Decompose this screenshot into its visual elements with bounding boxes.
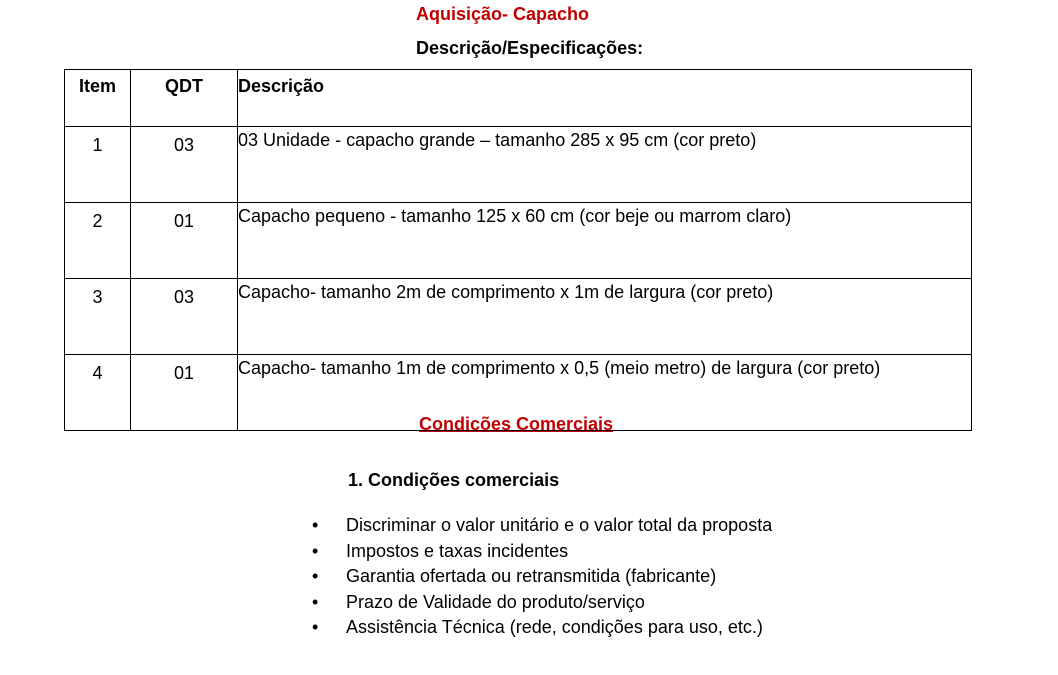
commercial-conditions-title: Condicões Comerciais [419,414,614,434]
table-row [65,127,972,203]
cell-descricao: Capacho- tamanho 2m de comprimento x 1m de largura (cor preto) [238,279,972,355]
numbered-heading: 1. Condições comerciais [348,470,560,490]
list-item-text: Impostos e taxas incidentes [346,540,569,561]
cell-descricao: Capacho pequeno - tamanho 125 x 60 cm (cor beje ou marrom claro) [238,203,972,279]
list-item [312,592,772,618]
cell-item: 3 [65,279,131,355]
cell-qdt: 01 [131,355,238,431]
bullet-icon: • [312,540,319,561]
list-item [312,541,772,567]
column-header-item: Item [65,70,131,127]
cell-qdt: 03 [131,127,238,203]
list-item-text: Garantia ofertada ou retransmitida (fabricante) [346,566,717,587]
conditions-list [312,515,772,643]
list-item-text: Assistência Técnica (rede, condições para uso, etc.) [346,617,763,638]
cell-item: 4 [65,355,131,431]
cell-descricao: Capacho- tamanho 1m de comprimento x 0,5 (meio metro) de largura (cor preto) [238,355,972,431]
document-title: Aquisição- Capacho [416,4,590,24]
table-header-row [65,70,972,127]
cell-item: 1 [65,127,131,203]
table-row [65,203,972,279]
list-item [312,566,772,592]
table-row [65,279,972,355]
bullet-icon: • [312,515,319,535]
bullet-icon: • [312,591,319,612]
bullet-icon: • [312,617,319,638]
cell-descricao: 03 Unidade - capacho grande – tamanho 285 x 95 cm (cor preto) [238,127,972,203]
specifications-heading: Descrição/Especificações: [416,38,644,58]
column-header-qdt: QDT [131,70,238,127]
cell-qdt: 03 [131,279,238,355]
cell-qdt: 01 [131,203,238,279]
column-header-descricao: Descrição [238,70,972,127]
list-item [312,617,772,643]
bullet-icon: • [312,566,319,587]
list-item-text: Discriminar o valor unitário e o valor total da proposta [346,515,773,535]
specifications-table [64,69,972,431]
cell-item: 2 [65,203,131,279]
list-item [312,515,772,541]
list-item-text: Prazo de Validade do produto/serviço [346,591,645,612]
